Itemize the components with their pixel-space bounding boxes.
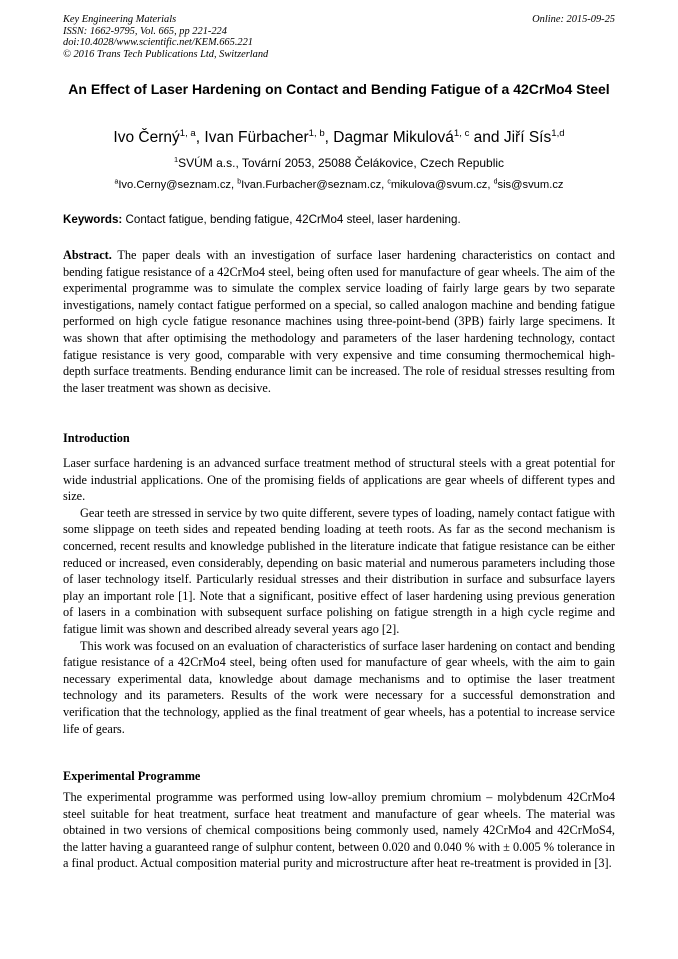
email-mark: d	[493, 178, 498, 186]
journal-doi: doi:10.4028/www.scientific.net/KEM.665.221	[63, 37, 253, 48]
keywords-label: Keywords:	[63, 213, 123, 226]
author-separator: ,	[324, 129, 334, 146]
affiliation-text: SVÚM a.s., Tovární 2053, 25088 Čelákovice, Czech Republic	[178, 156, 505, 170]
paper-title: An Effect of Laser Hardening on Contact and Bending Fatigue of a 42CrMo4 Steel	[68, 81, 610, 97]
author-name: Dagmar Mikulová	[333, 129, 454, 146]
author-emails: $^a$Ivo.Cerny@seznam.cz, $^b$Ivan.Furbacher@seznam.cz, $^c$mikulova@svum.cz, $^d$sis@svum.cz	[114, 178, 564, 191]
abstract-label: Abstract.	[63, 248, 112, 262]
email-link[interactable]: mikulova@svum.cz	[390, 179, 488, 191]
online-date: Online: 2015-09-25	[532, 14, 615, 25]
paragraph: This work was focused on an evaluation of characteristics of surface laser hardening on contact and bending fatigue resistance of a 42CrMo4 steel, being often used for manufacture of gear wheels, with the aim to gain necessary experimental data, knowledge about damage mechanisms and to optimise the laser treatment technology and its parameters. Results of the work were necessary for a successful demonstration and verification that the technology, applied as the final treatment of gear wheels, has a potential to increase service life of gears.	[63, 638, 615, 736]
author-list	[63, 128, 615, 148]
experimental-body	[63, 789, 615, 872]
email-mark: b	[237, 178, 242, 186]
author-affiliation-mark: 1, c	[453, 127, 470, 139]
journal-copyright: © 2016 Trans Tech Publications Ltd, Switzerland	[63, 48, 269, 60]
author-affiliation-mark: 1, a	[179, 127, 196, 139]
author-affiliation-mark: 1, b	[308, 127, 325, 139]
keywords-text: Contact fatigue, bending fatigue, 42CrMo4 steel, laser hardening.	[125, 213, 461, 226]
keywords	[63, 212, 615, 227]
affiliation-mark: 1	[173, 155, 179, 164]
author-name: Ivo Černý	[113, 129, 180, 146]
paragraph: The experimental programme was performed using low-alloy premium chromium – molybdenum 42CrMo4 steel suitable for heat treatment, surface heat treatment and manufacture of gear wheels. The material was obtained in two versions of chemical compositions being commonly used, namely 42CrMo4 and 42CrMoS4, the latter having a guaranteed range of sulphur content, between 0.020 and 0.040 % with ± 0.005 % tolerance in a final product. Actual composition material purity and microstructure after heat re-treatment is provided in [3].	[63, 790, 615, 871]
affiliation	[63, 156, 615, 171]
email-mark: c	[387, 178, 391, 186]
abstract	[63, 247, 615, 396]
experimental-heading: Experimental Programme	[63, 769, 201, 783]
journal-header	[63, 14, 615, 60]
author-name: Jiří Sís	[503, 129, 552, 146]
email-link[interactable]: sis@svum.cz	[497, 179, 564, 191]
email-mark: a	[114, 178, 119, 186]
author-separator: and	[469, 129, 504, 146]
introduction-heading: Introduction	[63, 431, 130, 445]
journal-name: Key Engineering Materials	[63, 14, 177, 25]
abstract-text: The paper deals with an investigation of surface laser hardening characteristics on contact and bending fatigue resistance of a 42CrMo4 steel, being often used for manufacture of gear wheels. The aim of the experimental programme was to simulate the complex service loading of fairly large gears by two separate investigations, namely contact fatigue performed on a special, so called analogon machine and bending fatigue performed on high cycle fatigue resonance machines using three-point-bend (3PB) fairly large specimens. It was shown that after optimising the methodology and parameters of the laser hardening technology, contact fatigue resistance is very good, comparable with very expensive and time consuming thermochemical high-depth surface treatments. Bending endurance limit can be increased. The role of residual stresses resulting from the laser treatment was shown as decisive.	[63, 248, 615, 395]
introduction-body	[63, 455, 615, 737]
author-name: Ivan Fürbacher	[204, 129, 309, 146]
author-affiliation-mark: 1,d	[551, 127, 565, 139]
journal-issn: ISSN: 1662-9795, Vol. 665, pp 221-224	[63, 25, 227, 37]
email-link[interactable]: Ivan.Furbacher@seznam.cz	[241, 179, 382, 191]
email-link[interactable]: Ivo.Cerny@seznam.cz	[118, 179, 232, 191]
paragraph: Gear teeth are stressed in service by two quite different, severe types of loading, namely contact fatigue with some slippage on teeth sides and repeated bending loading at teeth roots. As far as the second mechanism is concerned, recent results and knowledge published in the literature indicate that fatigue resistance can be either reduced or increased, even considerably, depending on basic material and numerous parameters including those of laser technology itself. Particularly residual stresses and their distribution in surface and subsurface layers play an important role [1]. Note that a significant, positive effect of laser hardening using previous generation of lasers in a combination with subsequent surface polishing on fatigue strength in a high cycle regime and fatigue limit was shown and described already several years ago [2].	[63, 505, 615, 636]
author-separator: ,	[195, 129, 205, 146]
paragraph: Laser surface hardening is an advanced surface treatment method of structural steels with a great potential for wide industrial applications. One of the promising fields of applications are gear wheels of different types and size.	[63, 456, 615, 504]
